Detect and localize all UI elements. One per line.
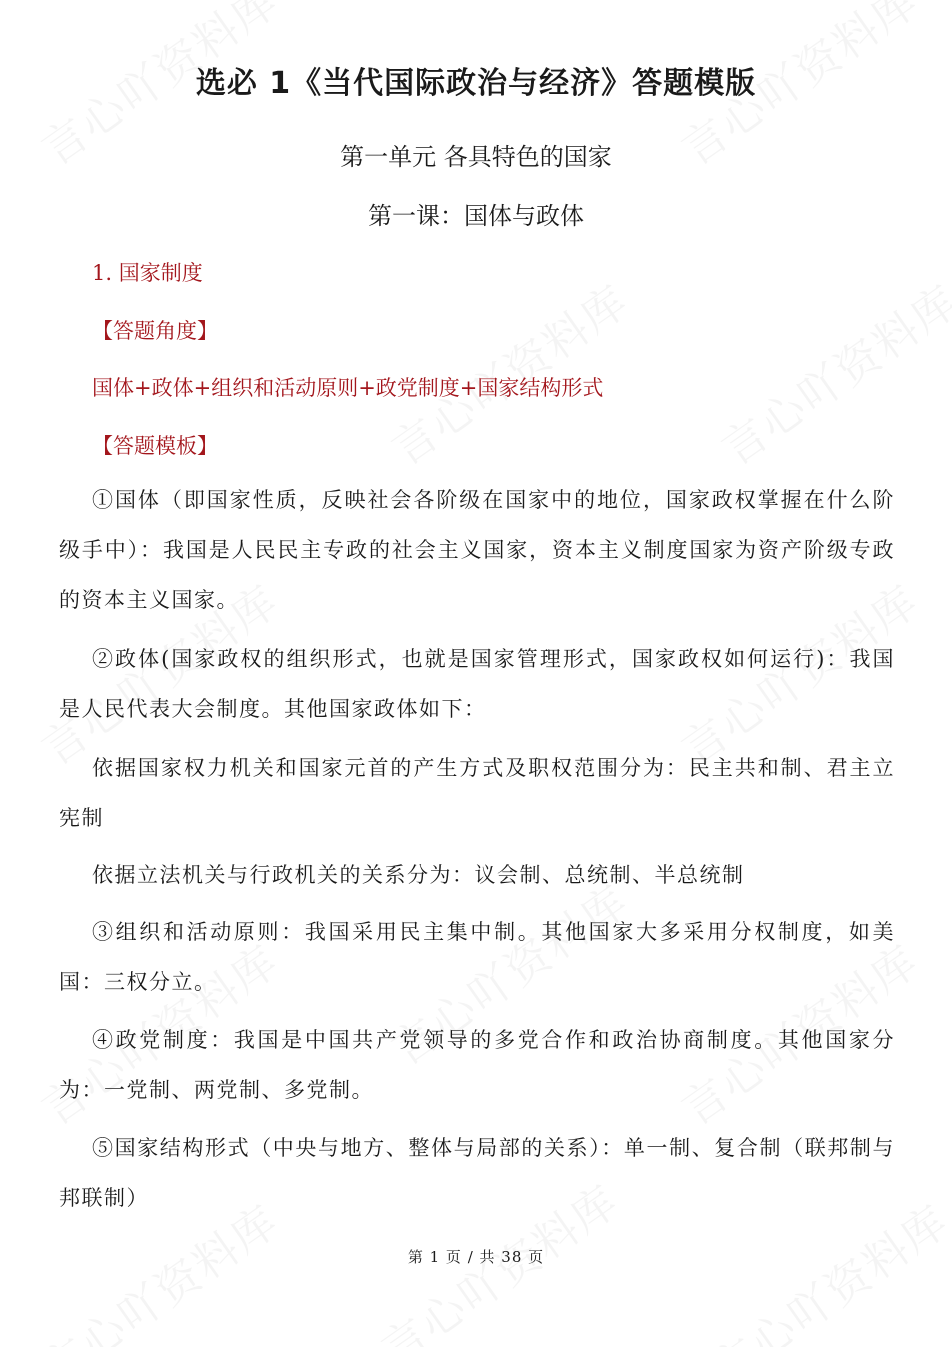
answer-angle-content: 国体+政体+组织和活动原则+政党制度+国家结构形式: [92, 376, 604, 400]
section-heading: 1. 国家制度: [92, 261, 203, 285]
paragraph-government-form-by-branches: 依据立法机关与行政机关的关系分为：议会制、总统制、半总统制: [92, 863, 745, 887]
unit-heading: 第一单元 各具特色的国家: [340, 143, 612, 171]
lesson-heading: 第一课：国体与政体: [368, 202, 584, 230]
paragraph-state-structure: ⑤国家结构形式（中央与地方、整体与局部的关系）：单一制、复合制（联邦制与邦联制）: [59, 1136, 895, 1210]
paragraph-government-form: ②政体(国家政权的组织形式，也就是国家管理形式，国家政权如何运行)：我国是人民代表大会制度。其他国家政体如下：: [59, 647, 895, 721]
page-footer: 第 1 页 / 共 38 页: [407, 1248, 545, 1266]
document-title: 选必 1《当代国际政治与经济》答题模版: [195, 66, 757, 101]
paragraph-organization-principle: ③组织和活动原则：我国采用民主集中制。其他国家大多采用分权制度，如美国：三权分立。: [59, 920, 895, 994]
answer-template-label: 【答题模板】: [92, 434, 218, 458]
answer-angle-label: 【答题角度】: [92, 319, 218, 343]
paragraph-government-form-by-head: 依据国家权力机关和国家元首的产生方式及职权范围分为：民主共和制、君主立宪制: [59, 756, 895, 830]
paragraph-state-nature: ①国体（即国家性质，反映社会各阶级在国家中的地位，国家政权掌握在什么阶级手中）：我国是人民民主专政的社会主义国家，资本主义制度国家为资产阶级专政的资本主义国家。: [59, 488, 895, 612]
paragraph-party-system: ④政党制度：我国是中国共产党领导的多党合作和政治协商制度。其他国家分为：一党制、两党制、多党制。: [59, 1028, 895, 1102]
